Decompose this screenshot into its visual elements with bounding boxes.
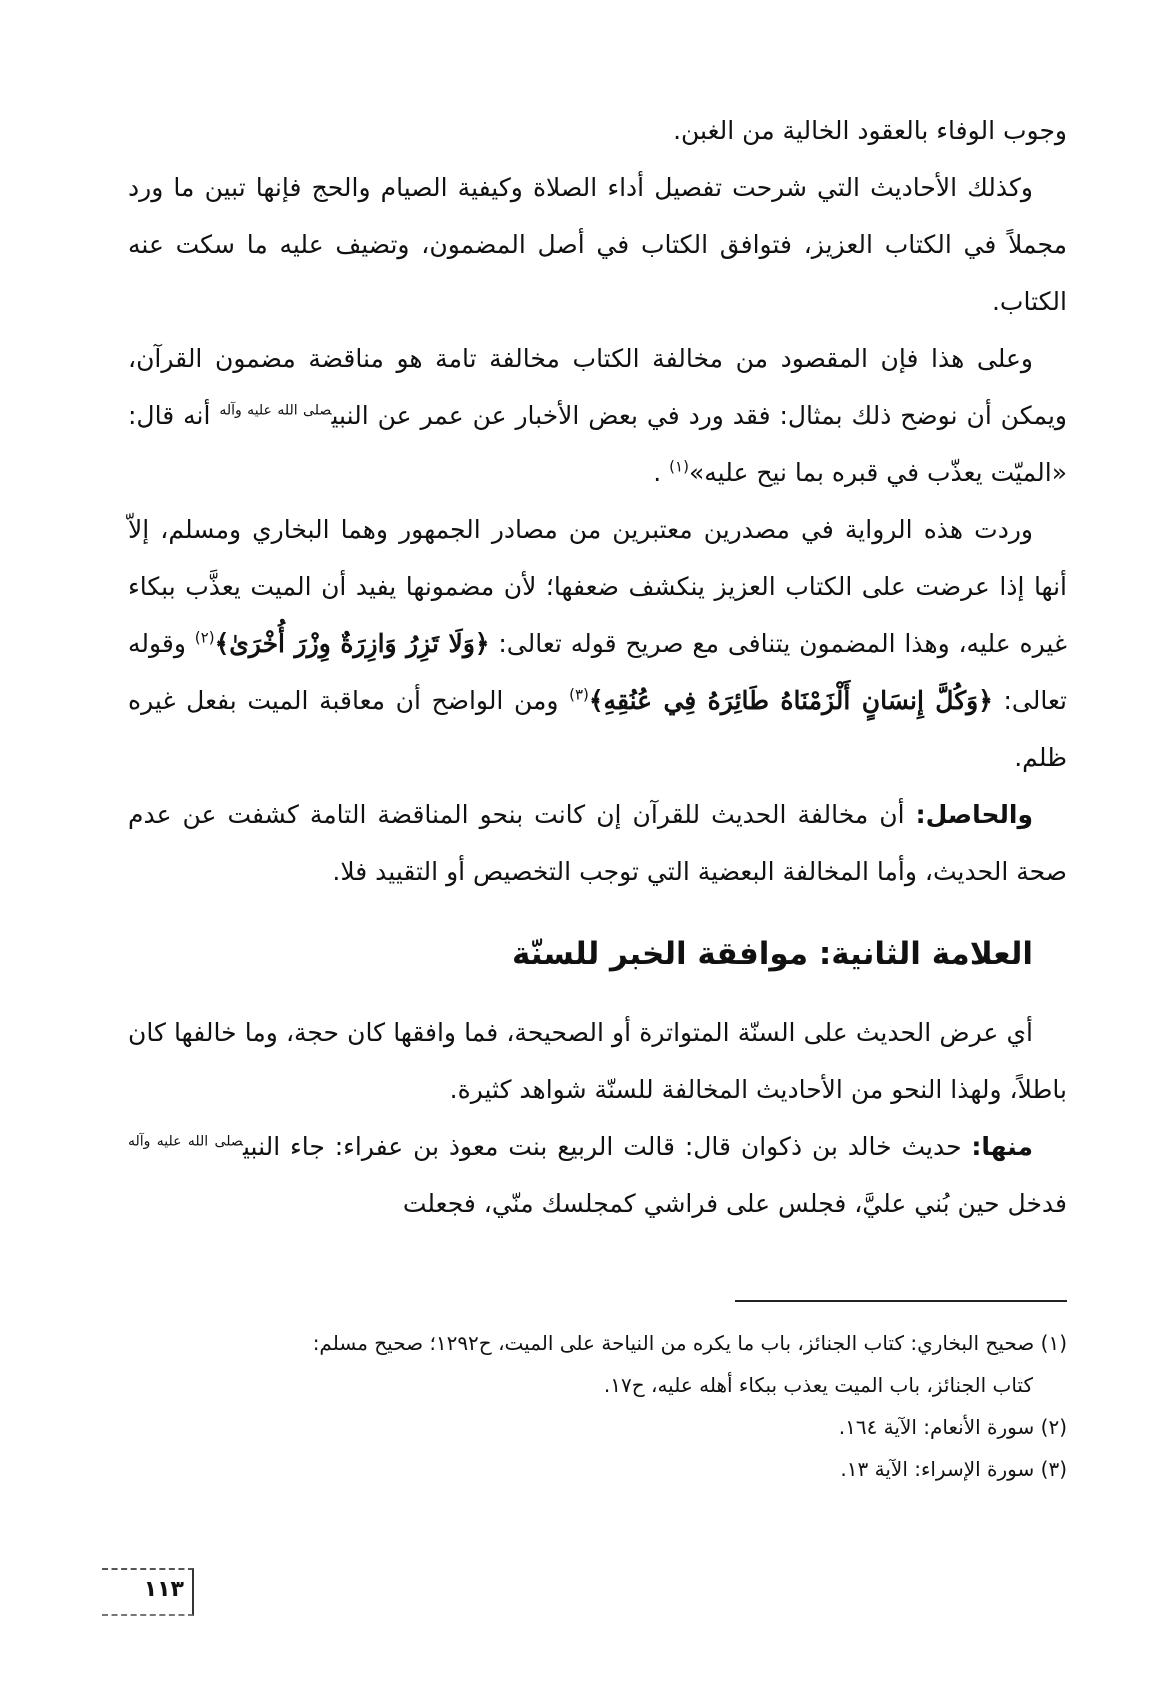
conclusion-lead: والحاصل: — [915, 800, 1033, 829]
example-lead: منها: — [971, 1132, 1033, 1161]
salla-honorific: صلى الله عليه وآله — [128, 1133, 243, 1150]
main-text — [128, 102, 1067, 1232]
footnote-1-continued: كتاب الجنائز، باب الميت يعذب ببكاء أهله عليه، ح١٧. — [603, 1373, 1033, 1397]
paragraph-2: وكذلك الأحاديث التي شرحت تفصيل أداء الصلاة وكيفية الصيام والحج فإنها تبين ما ورد مجملاً في الكتاب العزيز، فتوافق الكتاب في أصل المضمون، وتضيف عليه ما سكت عنه الكتاب. — [128, 173, 1067, 316]
paragraph-4: وردت هذه الرواية في مصدرين معتبرين من مصادر الجمهور وهما البخاري ومسلم، إلاّ أنها إذا عرضت على الكتاب العزيز ينكشف ضعفها؛ لأن مضمونها يفيد أن الميت يعذَّب ببكاء غيره عليه، وهذا المضمون يتنافى مع صريح قوله تعالى: ﴿وَلَا تَزِرُ وَازِرَةٌ وِزْرَ أُخْرَىٰ﴾$^{(٢)}$ وقوله تعالى: ﴿وَكُلَّ إِنسَانٍ أَلْزَمْنَاهُ طَائِرَهُ فِي عُنُقِهِ﴾$^{(٣)}$ ومن الواضح أن معاقبة الميت بفعل غيره ظلم. — [128, 515, 1068, 772]
page-number: ١١٣ — [102, 1568, 194, 1616]
footnote-divider — [735, 1300, 1067, 1302]
paragraph-7: منها: حديث خالد بن ذكوان قال: قالت الربيع بنت معوذ بن عفراء: جاء النبي$^{صلى الله عليه وآله}$ فدخل حين بُني عليَّ، فجلس على فراشي كمجلسك منّي، فجعلت — [128, 1132, 1067, 1218]
paragraph-5: والحاصل: أن مخالفة الحديث للقرآن إن كانت بنحو المناقضة التامة كشفت عن عدم صحة الحديث، وأما المخالفة البعضية التي توجب التخصيص أو التقييد فلا. — [128, 800, 1067, 886]
salla-honorific: صلى الله عليه وآله — [219, 402, 332, 419]
quran-verse-2: ﴿وَكُلَّ إِنسَانٍ أَلْزَمْنَاهُ طَائِرَهُ فِي عُنُقِهِ﴾ — [588, 686, 993, 715]
footnote-marker-1: (١) — [669, 457, 689, 476]
quran-verse-1: ﴿وَلَا تَزِرُ وَازِرَةٌ وِزْرَ أُخْرَىٰ﴾ — [214, 629, 490, 658]
section-heading: العلامة الثانية: موافقة الخبر للسنّة — [511, 936, 1033, 972]
footnote-marker-2: (٢) — [194, 628, 215, 647]
paragraph-3: وعلى هذا فإن المقصود من مخالفة الكتاب مخالفة تامة هو مناقضة مضمون القرآن، ويمكن أن نوضح ذلك بمثال: فقد ورد في بعض الأخبار عن عمر عن النبي$^{صلى الله عليه وآله}$ أنه قال: «الميّت يعذّب في قبره بما نيح عليه»$^{(١)}$ . — [128, 344, 1068, 487]
paragraph-6: أي عرض الحديث على السنّة المتواترة أو الصحيحة، فما وافقها كان حجة، وما خالفها كان باطلاً، ولهذا النحو من الأحاديث المخالفة للسنّة شواهد كثيرة. — [128, 1018, 1067, 1104]
footnote-marker-3: (٣) — [569, 685, 589, 704]
footnote-3: (٣) سورة الإسراء: الآية ١٣. — [840, 1457, 1067, 1481]
footnotes — [128, 1322, 1067, 1490]
footnote-1: (١) صحيح البخاري: كتاب الجنائز، باب ما يكره من النياحة على الميت، ح١٢٩٢؛ صحيح مسلم: — [312, 1331, 1067, 1355]
footnote-2: (٢) سورة الأنعام: الآية ١٦٤. — [838, 1415, 1067, 1439]
paragraph-1: وجوب الوفاء بالعقود الخالية من الغبن. — [673, 116, 1067, 145]
